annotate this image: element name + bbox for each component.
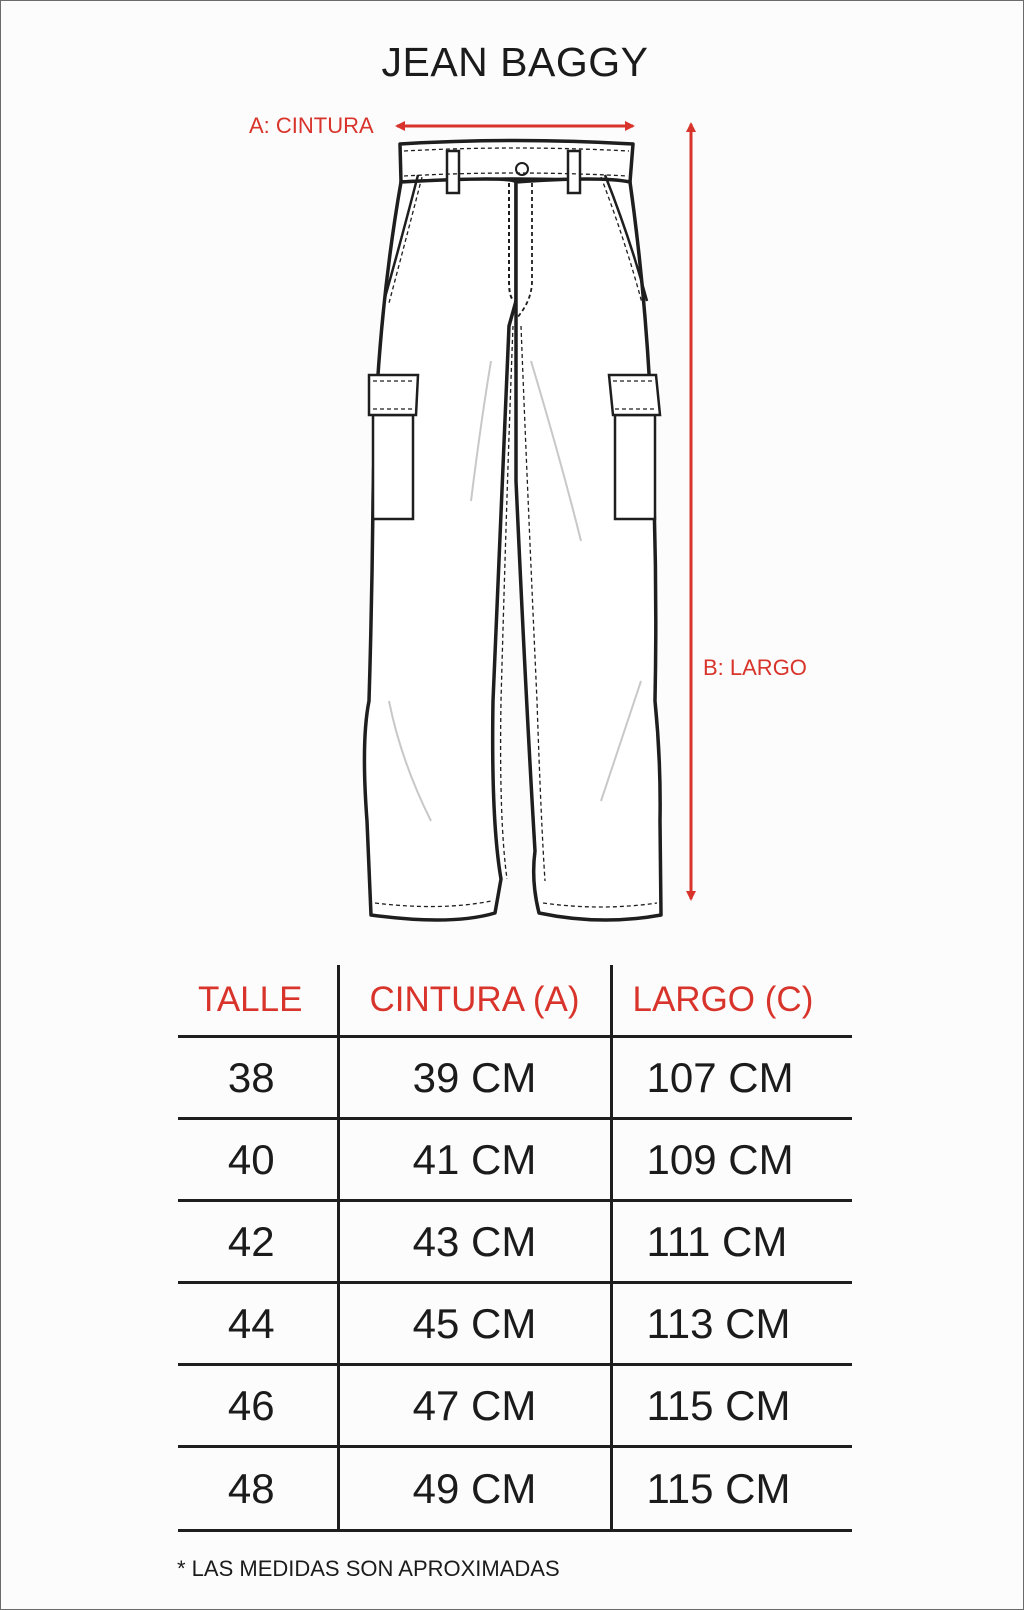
waist-cell: 43 CM [338, 1201, 611, 1283]
length-cell: 107 CM [611, 1037, 852, 1119]
table-row [178, 1365, 852, 1447]
table-row [178, 1037, 852, 1119]
pants-outline [364, 141, 661, 921]
size-cell: 48 [178, 1447, 338, 1531]
header-cintura: CINTURA (A) [338, 965, 611, 1037]
length-cell: 115 CM [611, 1365, 852, 1447]
header-largo: LARGO (C) [611, 965, 852, 1037]
length-label: B: LARGO [703, 655, 807, 680]
header-talle: TALLE [178, 965, 338, 1037]
length-cell: 115 CM [611, 1447, 852, 1531]
waist-label: A: CINTURA [249, 113, 374, 138]
table-row [178, 1447, 852, 1531]
waist-cell: 49 CM [338, 1447, 611, 1531]
waist-cell: 41 CM [338, 1119, 611, 1201]
page-title: JEAN BAGGY [381, 39, 649, 85]
size-table [178, 965, 852, 1532]
footnote: * LAS MEDIDAS SON APROXIMADAS [177, 1556, 560, 1581]
size-cell: 46 [178, 1365, 338, 1447]
size-cell: 42 [178, 1201, 338, 1283]
size-cell: 40 [178, 1119, 338, 1201]
length-cell: 109 CM [611, 1119, 852, 1201]
length-cell: 111 CM [611, 1201, 852, 1283]
pants-diagram [1, 1, 1024, 941]
size-cell: 44 [178, 1283, 338, 1365]
waist-cell: 45 CM [338, 1283, 611, 1365]
table-row [178, 1283, 852, 1365]
length-cell: 113 CM [611, 1283, 852, 1365]
waist-cell: 39 CM [338, 1037, 611, 1119]
waist-cell: 47 CM [338, 1365, 611, 1447]
size-cell: 38 [178, 1037, 338, 1119]
table-row [178, 1201, 852, 1283]
table-row [178, 1119, 852, 1201]
size-table-header [178, 965, 852, 1037]
